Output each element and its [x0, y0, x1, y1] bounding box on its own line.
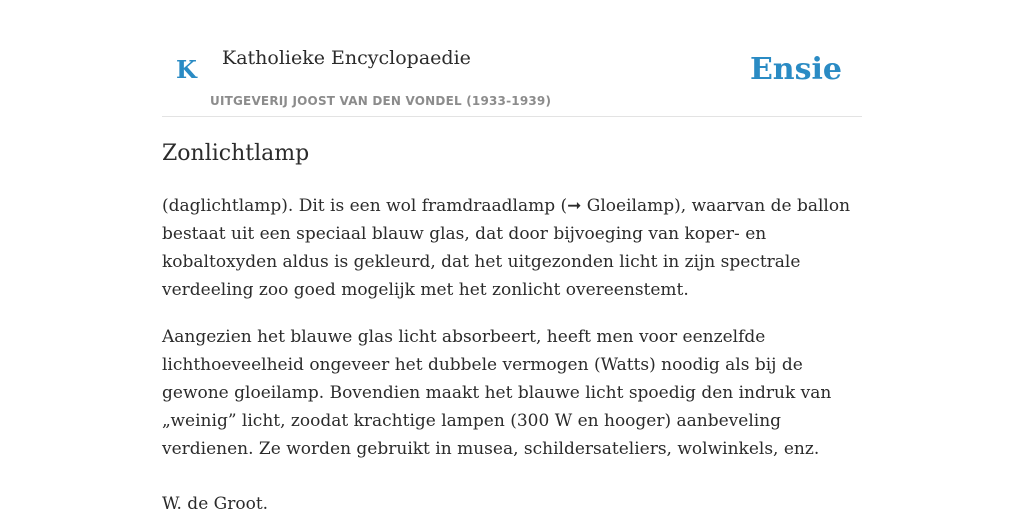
ensie-logo[interactable]: Ensie — [749, 52, 842, 87]
gloeilamp-link[interactable]: ➞ Gloeilamp — [567, 196, 675, 216]
logo-k-icon[interactable]: K — [176, 55, 197, 84]
article-paragraph-2: Aangezien het blauwe glas licht absorbeert, heeft men voor eenzelfde lichthoeveelheid ongeveer het dubbele vermogen (Watts) noodig als bij de gewone gloeilamp. Bovendien maakt het blauwe licht spoedig den indruk van „weinig” licht, zoodat krachtige lampen (300 W en hooger) aanbeveling verdienen. Ze worden gebruikt in musea, schildersateliers, wolwinkels, enz. — [162, 327, 832, 459]
article-paragraph-1 — [162, 192, 862, 304]
encyclopedia-title[interactable]: Katholieke Encyclopaedie — [222, 47, 471, 69]
article-title: Zonlichtlamp — [162, 141, 310, 166]
paragraph-1-text-start: (daglichtlamp). Dit is een wol framdraadlamp ( — [162, 196, 568, 216]
article — [162, 138, 862, 512]
paragraph-1-text-end: ), waarvan de ballon bestaat uit een speciaal blauw glas, dat door bijvoeging van koper- en kobaltoxyden aldus is gekleurd, dat het uitgezonden licht in zijn spectrale verdeeling zoo goed mogelijk met het zonlicht overeenstemt. — [162, 196, 851, 300]
author-name: W. de Groot. — [162, 494, 269, 512]
publisher-label: UITGEVERIJ JOOST VAN DEN VONDEL (1933-1939) — [210, 94, 552, 108]
site-header — [162, 0, 862, 117]
